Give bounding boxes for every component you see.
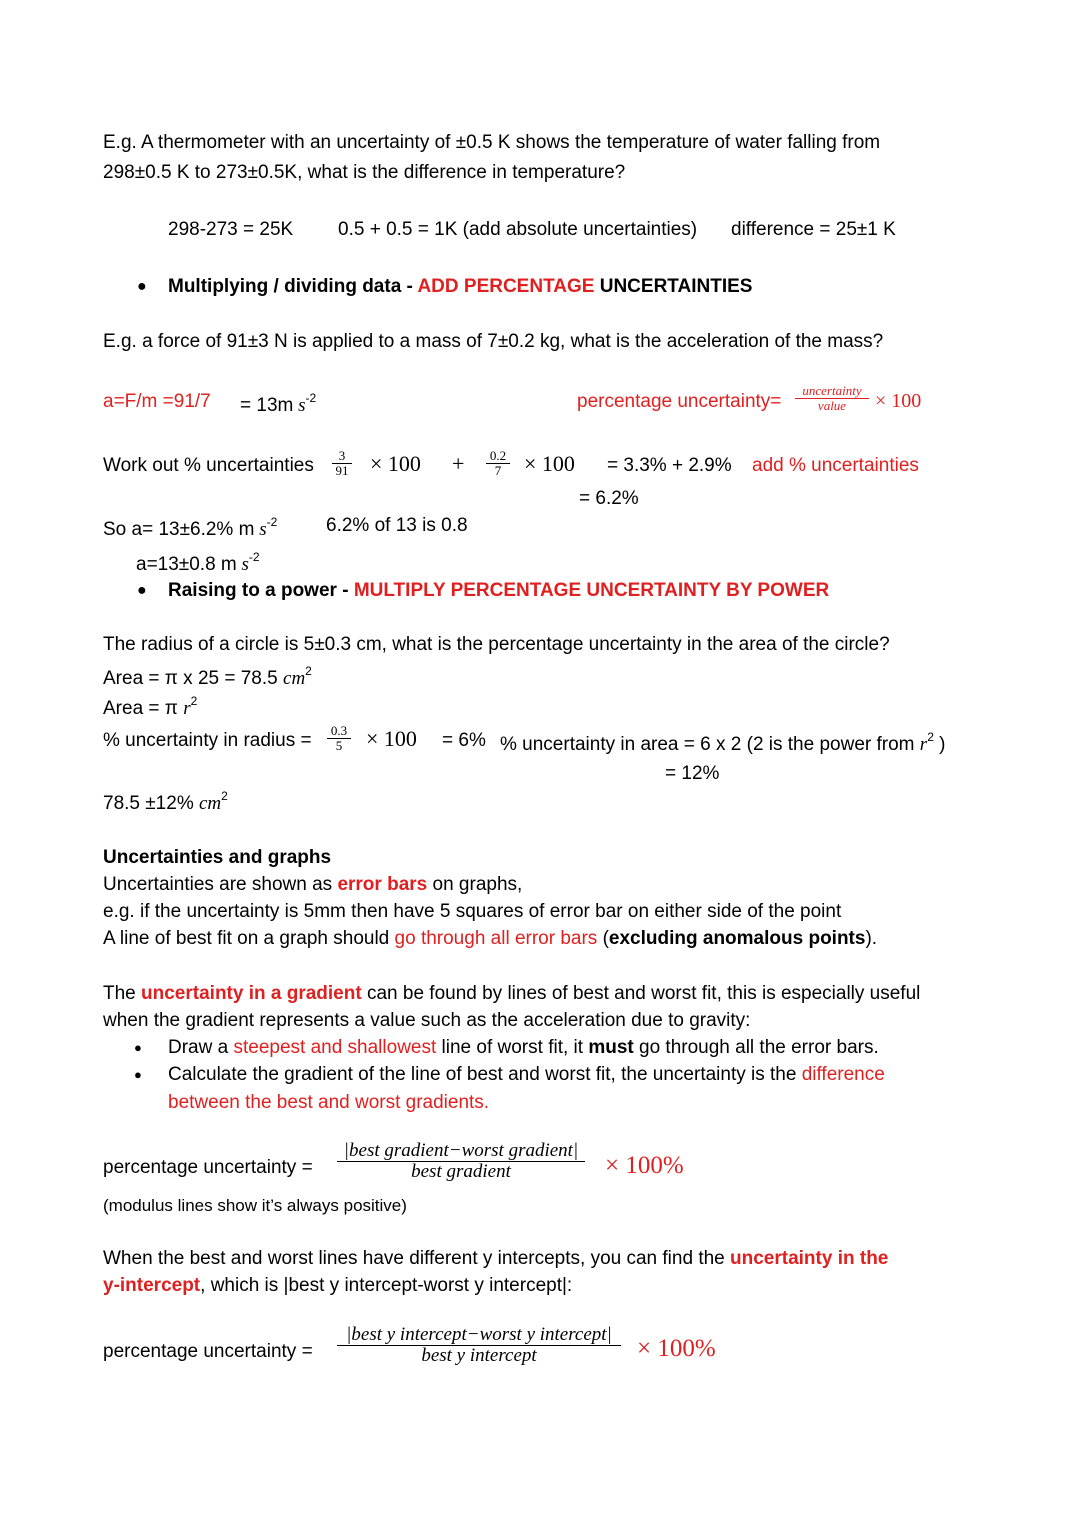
example-question-line-2: 298±0.5 K to 273±0.5K, what is the difference in temperature? [103,162,626,183]
work-result: = 3.3% + 2.9% [607,455,732,476]
intercept-para-1: When the best and worst lines have different y intercepts, you can find the uncertainty in the [103,1248,889,1269]
calc-result: difference = 25±1 K [731,219,896,240]
area-calc-1: Area = π x 25 = 78.5 $cm^2$ [103,664,312,689]
calc-difference: 298-273 = 25K [168,219,294,240]
uncertainty-over-value-fraction: uncertainty value [795,384,869,412]
gradient-bullet-2-cont: between the best and worst gradients. [168,1092,490,1113]
acceleration-value: = 13m $s^{-2}$ [240,391,317,416]
work-out-label: Work out % uncertainties [103,455,314,476]
times-100-percent: × 100% [605,1152,684,1179]
area-result: = 12% [665,763,720,784]
gradient-para-1: The uncertainty in a gradient can be found by lines of best and worst fit, this is especially useful [103,983,921,1004]
bullet-power-heading: Raising to a power - MULTIPLY PERCENTAGE UNCERTAINTY BY POWER [168,580,830,601]
error-bar-example: e.g. if the uncertainty is 5mm then have 5 squares of error bar on either side of the point [103,901,842,922]
intercept-fraction: |best y intercept−worst y intercept| best y intercept [337,1325,621,1366]
area-final: 78.5 ±12% $cm^2$ [103,789,228,814]
gradient-bullet-1: Draw a steepest and shallowest line of worst fit, it must go through all the error bars. [168,1037,879,1058]
error-bars-line: Uncertainties are shown as error bars on graphs, [103,874,523,895]
section-heading: Uncertainties and graphs [103,847,332,868]
calc-absolute-uncertainty: 0.5 + 0.5 = 1K (add absolute uncertainties) [338,219,698,240]
gradient-fraction: |best gradient−worst gradient| best gradient [337,1141,585,1182]
best-fit-line-rule: A line of best fit on a graph should go through all error bars (excluding anomalous points). [103,928,878,949]
bullet-icon: ● [134,1040,142,1055]
times-100: × 100 [366,726,417,751]
so-a-line: So a= 13±6.2% m $s^{-2}$ [103,515,278,540]
percentage-uncertainty-label: percentage uncertainty = [103,1341,313,1362]
area-formula: Area = π $r^2$ [103,694,198,719]
gradient-para-2: when the gradient represents a value such as the acceleration due to gravity: [103,1010,751,1031]
modulus-note: (modulus lines show it’s always positive) [103,1196,407,1215]
a-final-line: a=13±0.8 m $s^{-2}$ [136,550,260,575]
radius-result: = 6% [442,730,486,751]
times-100: × 100 [524,451,575,476]
fraction-3-over-91: $\frac{3}{91}$ [332,449,352,477]
acceleration-formula: a=F/m =91/7 [103,391,211,412]
circle-question: The radius of a circle is 5±0.3 cm, what is the percentage uncertainty in the area of the circle? [103,634,890,655]
percentage-uncertainty-label: percentage uncertainty = [103,1157,313,1178]
bullet-icon: ● [137,582,147,599]
force-question: E.g. a force of 91±3 N is applied to a mass of 7±0.2 kg, what is the acceleration of the mass? [103,331,884,352]
intercept-para-2: y-intercept, which is |best y intercept-worst y intercept|: [103,1275,573,1296]
times-100-percent: × 100% [637,1335,716,1362]
plus-sign: + [452,451,465,476]
percentage-uncertainty-label: percentage uncertainty= [577,391,782,412]
gradient-bullet-2: Calculate the gradient of the line of best and worst fit, the uncertainty is the difference [168,1064,885,1085]
work-total: = 6.2% [579,488,639,509]
times-100: × 100 [370,451,421,476]
bullet-icon: ● [134,1067,142,1082]
conversion-note: 6.2% of 13 is 0.8 [326,515,468,536]
times-100: × 100 [875,390,922,412]
radius-uncertainty-label: % uncertainty in radius = [103,730,312,751]
bullet-icon: ● [137,278,147,295]
fraction-0.2-over-7: $\frac{0.2}{7}$ [486,449,510,477]
add-percent-note: add % uncertainties [752,455,919,476]
area-uncertainty: % uncertainty in area = 6 x 2 (2 is the power from $r^2$ ) [500,730,946,755]
example-question-line-1: E.g. A thermometer with an uncertainty of ±0.5 K shows the temperature of water falling from [103,132,881,153]
fraction-0.3-over-5: $\frac{0.3}{5}$ [327,724,351,752]
bullet-multiply-heading: Multiplying / dividing data - ADD PERCENTAGE UNCERTAINTIES [168,276,753,297]
